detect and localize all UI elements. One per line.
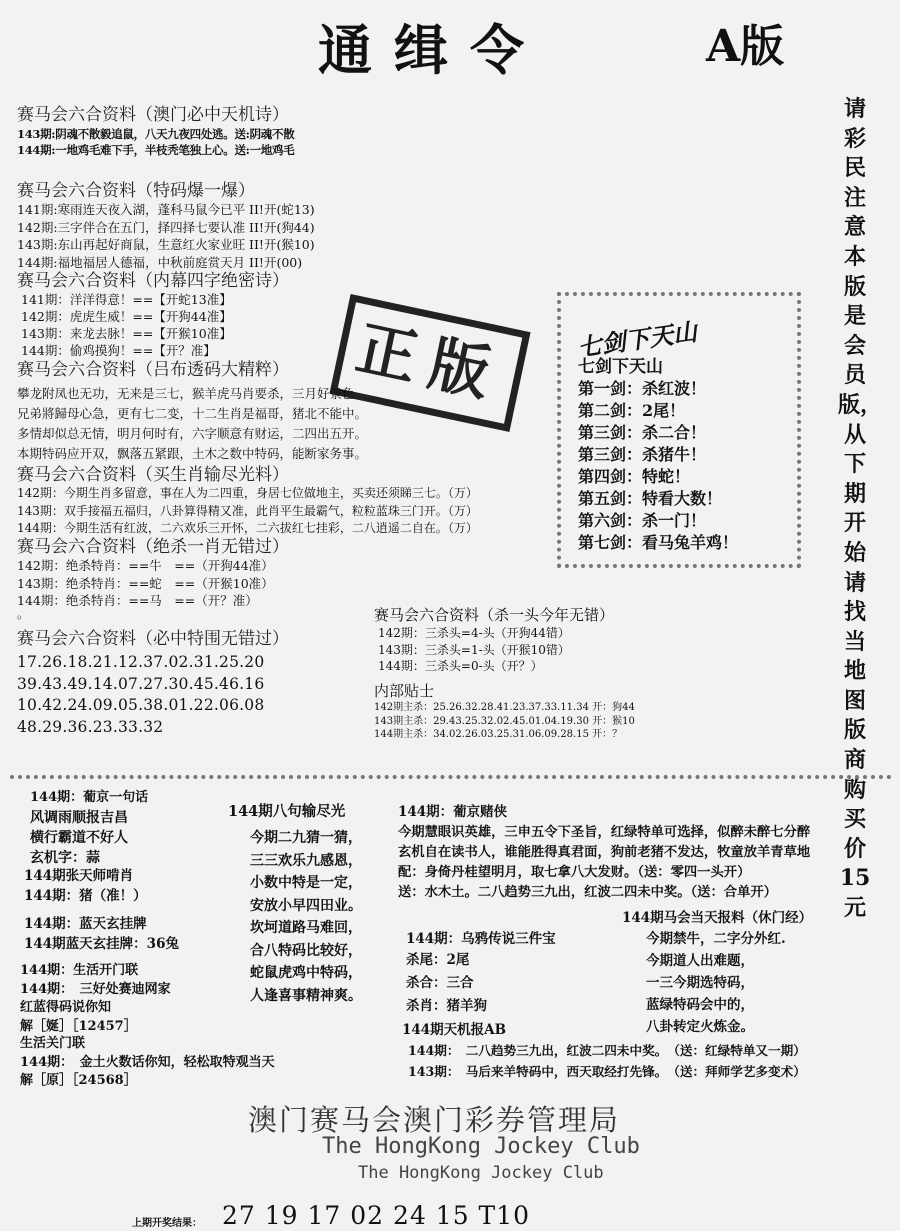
- edition-label: A版: [706, 21, 785, 72]
- sword-item: 第六剑：杀一门！: [578, 511, 707, 530]
- section-title: 内部贴士: [374, 682, 435, 700]
- text-line: 。: [17, 605, 30, 621]
- text-line: 144期： 二八趋势三九出，红波二四未中奖。 （送：红绿特单又一期）: [408, 1043, 806, 1058]
- block-title: 144期：葡京一句话: [30, 790, 149, 805]
- text-line: 送：水木土。二八趋势三九出，红波二四未中奖。（送：合单开）: [398, 885, 777, 900]
- text-line: 今期二九猜一猜，: [250, 830, 362, 846]
- text-line: 144期主杀：34.02.26.03.25.31.06.09.28.15 开：？: [374, 729, 623, 740]
- text-line: 143期：双手接福五福归，八卦算得精又准，此肖平生最霸气，粒粒蓝珠三门开。（万）: [17, 503, 478, 518]
- text-line: 多情却似总无情，明月何时有，六字顺意有财运，二四出五开。: [17, 426, 368, 441]
- section-kill-head: [374, 604, 614, 675]
- block-title: 144期马会当天报料（休门经）: [622, 910, 813, 926]
- side-notice: 请彩民注意本版是会员版，从下期开始请找当地图版商购买价15元: [838, 96, 883, 922]
- block-title: 144期八句输尽光: [228, 803, 346, 820]
- number-line: 48.29.36.23.33.32: [17, 717, 164, 736]
- text-line: 142期：今期生肖多留意，事在人为二四重，身居七位做地主，买卖还须睇三七。（万）: [17, 486, 478, 500]
- text-line: 蓝绿特码会中的，: [646, 997, 754, 1013]
- sword-item: 第三剑：杀二合！: [578, 423, 707, 442]
- text-line: 配：身倚丹桂望明月，取七拿八大发财。（送：零四一头开）: [398, 865, 751, 880]
- text-line: 144期： 三好处赛迪网家: [20, 981, 171, 997]
- block-bluesky: [24, 914, 179, 954]
- text-line: 144期:一地鸡毛难下手，半枝秃笔独上心。送:一地鸡毛: [17, 143, 295, 157]
- text-line: 143期： 马后来羊特码中，西天取经打先锋。 （送：拜师学艺多变术）: [408, 1064, 806, 1079]
- section-macau-poem: [17, 100, 294, 158]
- sword-item: 第四剑：特蛇！: [578, 467, 691, 486]
- section-four-char-poem: [17, 266, 289, 359]
- section-divider: [10, 775, 892, 779]
- block-eight-lines: [228, 800, 362, 1007]
- text-line: 今期道人出难题，: [646, 953, 754, 969]
- text-line: 142期主杀：25.26.32.28.41.23.37.33.11.34 开：狗44: [374, 702, 635, 713]
- section-title: 赛马会六合资料（买生肖输尽光料）: [17, 465, 289, 485]
- text-line: 今期禁牛，二字分外红.: [646, 931, 786, 947]
- text-line: 合八特码比较好，: [250, 942, 362, 959]
- text-line: 144期： 金土火数话你知，轻松取特观当天: [20, 1054, 275, 1070]
- text-line: 攀龙附凤也无功，无来是三七，猴羊虎马肖要杀，三月好景色: [17, 386, 355, 401]
- footer-organization: 澳门赛马会澳门彩券管理局: [248, 1103, 621, 1137]
- text-line: 红蓝得码说你知: [20, 1000, 112, 1015]
- block-gambler: [398, 800, 810, 903]
- section-title: 赛马会六合资料（杀一头今年无错）: [374, 606, 615, 624]
- text-line: 玄机字：蒜: [30, 850, 100, 866]
- text-line: 143期:东山再起好商鼠，生意红火家业旺 II!开(猴10): [17, 237, 315, 252]
- sword-item: 第二剑：2尾！: [578, 401, 686, 420]
- text-line: 人逢喜事精神爽。: [250, 987, 362, 1004]
- text-line: 144期：绝杀特肖：==马 ==（开？准）: [17, 593, 258, 608]
- text-line: 玄机自在读书人，谁能胜得真君面，狗前老猪不发达，牧童放羊青草地: [398, 845, 811, 860]
- text-line: 142期：三杀头=4-头（开狗44错）: [378, 626, 570, 640]
- number-line: 39.43.49.14.07.27.30.45.46.16: [17, 674, 265, 693]
- text-line: 142期:三字伴合在五门，择四择七要认准 II!开(狗44): [17, 219, 315, 235]
- text-line: 八卦转定火炼金。: [646, 1019, 754, 1035]
- text-line: 本期特码应开双，飘落五紧跟，土木之数中特码，能断家务事。: [17, 446, 368, 461]
- block-title: 144期：乌鸦传说三件宝: [406, 931, 556, 947]
- text-line: 144期:福地福居人德福，中秋前庭赏天月 II!开(00): [17, 254, 303, 270]
- genuine-stamp: 正版: [329, 294, 530, 432]
- section-lubu-essence: [17, 355, 367, 464]
- text-line: 蛇鼠虎鸡中特码，: [250, 965, 362, 981]
- section-special-burst: [17, 176, 315, 271]
- swords-title: 七剑下天山: [575, 316, 699, 363]
- block-tianji-ab: [402, 1018, 806, 1082]
- last-result-label: 上期开奖结果：: [132, 1218, 202, 1229]
- section-title: 赛马会六合资料（绝杀一肖无错过）: [17, 537, 289, 557]
- text-line: 解［娫］［12457］: [20, 1018, 137, 1034]
- text-line: 小数中特是一定，: [250, 875, 362, 891]
- last-result-numbers: 27 19 17 02 24 15 T10: [222, 1201, 531, 1230]
- text-line: 143期主杀：29.43.25.32.02.45.01.04.19.30 开：猴10: [374, 715, 635, 727]
- block-tianshi: [24, 866, 147, 906]
- section-zodiac-buy: [17, 460, 478, 538]
- block-title: 144期：蓝天玄挂牌: [24, 916, 147, 932]
- text-line: 142期：虎虎生威！==【开狗44准】: [21, 309, 232, 324]
- text-line: 解［原］［24568］: [20, 1073, 137, 1088]
- text-line: 143期：绝杀特肖：==蛇 ==（开猴10准）: [17, 575, 274, 591]
- block-title: 144期天机报AB: [402, 1022, 507, 1038]
- sword-item: 第七剑：看马兔羊鸡！: [578, 533, 739, 552]
- block-title: 144期张天师啃肖: [24, 868, 134, 884]
- section-title: 赛马会六合资料（特码爆一爆）: [17, 181, 255, 201]
- text-line: 144期：猪（准！）: [24, 888, 147, 904]
- text-line: 杀肖：猪羊狗: [406, 998, 487, 1014]
- text-line: 141期：洋洋得意！==【开蛇13准】: [21, 292, 232, 307]
- text-line: 坎坷道路马难回，: [250, 920, 362, 936]
- block-putong-phrase: [30, 786, 148, 868]
- text-line: 兄弟將歸母心急，更有七二变，十二生肖是福哥，猪北不能中。: [17, 406, 368, 421]
- seven-swords-box: [557, 292, 801, 568]
- sword-item: 第五剑：特看大数！: [578, 489, 723, 508]
- number-line: 17.26.18.21.12.37.02.31.25.20: [17, 653, 265, 671]
- masthead-title: 通缉令: [318, 18, 546, 82]
- block-title: 生活关门联: [20, 1036, 86, 1051]
- block-title: 144期：生活开门联: [20, 963, 139, 978]
- block-crow-legend: [406, 927, 556, 1018]
- text-line: 杀尾：2尾: [406, 952, 470, 968]
- text-line: 杀合：三合: [406, 975, 474, 991]
- text-line: 142期：绝杀特肖：==牛 ==（开狗44准）: [17, 558, 274, 573]
- text-line: 横行霸道不好人: [30, 830, 128, 846]
- section-title: 赛马会六合资料（必中特围无错过）: [17, 629, 289, 649]
- swords-subtitle: 七剑下天山: [578, 357, 663, 377]
- footer-english-name-small: The HongKong Jockey Club: [358, 1163, 604, 1183]
- text-line: 144期：偷鸡摸狗！==【开？准】: [21, 343, 216, 358]
- text-line: 三三欢乐九感恩，: [250, 852, 362, 869]
- block-title: 144期：葡京赌侠: [398, 804, 508, 820]
- text-line: 143期:阴魂不散毅追鼠，八天九夜四处逃。送:阴魂不散: [17, 127, 295, 141]
- number-line: 10.42.24.09.05.38.01.22.06.08: [17, 696, 265, 714]
- section-title: 赛马会六合资料（内幕四字绝密诗）: [17, 271, 289, 291]
- section-title: 赛马会六合资料（澳门必中天机诗）: [17, 105, 289, 125]
- block-close-couplet: [20, 1035, 275, 1091]
- section-title: 赛马会六合资料（吕布透码大精粹）: [17, 360, 289, 380]
- sword-item: 第三剑：杀猪牛！: [578, 445, 707, 464]
- text-line: 今期慧眼识英雄，三申五令下圣旨，红绿特单可选择，似醉未醉七分醉: [398, 825, 811, 840]
- text-line: 144期蓝天玄挂牌：36兔: [24, 936, 179, 952]
- text-line: 141期:寒雨连天夜入湖，蓬科马鼠今已平 II!开(蛇13): [17, 202, 315, 217]
- text-line: 143期：来龙去脉！==【开猴10准】: [21, 326, 232, 341]
- text-line: 144期：今期生活有红波，二六欢乐三开怀，二六拔红七挂彩，二八逍遥二自在。（万）: [17, 521, 478, 535]
- footer-english-name: The HongKong Jockey Club: [322, 1134, 640, 1159]
- block-open-couplet: [20, 962, 171, 1036]
- section-special-range: [17, 624, 289, 738]
- sword-item: 第一剑：杀红波！: [578, 379, 707, 398]
- text-line: 一三今期选特码，: [646, 975, 754, 991]
- text-line: 143期：三杀头=1-头（开猴10错）: [378, 642, 570, 657]
- text-line: 安放小早四田业。: [250, 897, 362, 914]
- text-line: 144期：三杀头=0-头（开？）: [378, 659, 543, 673]
- text-line: 风调雨顺报吉昌: [30, 810, 128, 826]
- section-kill-one-zodiac: [17, 532, 289, 621]
- section-inside-tips: [374, 680, 635, 742]
